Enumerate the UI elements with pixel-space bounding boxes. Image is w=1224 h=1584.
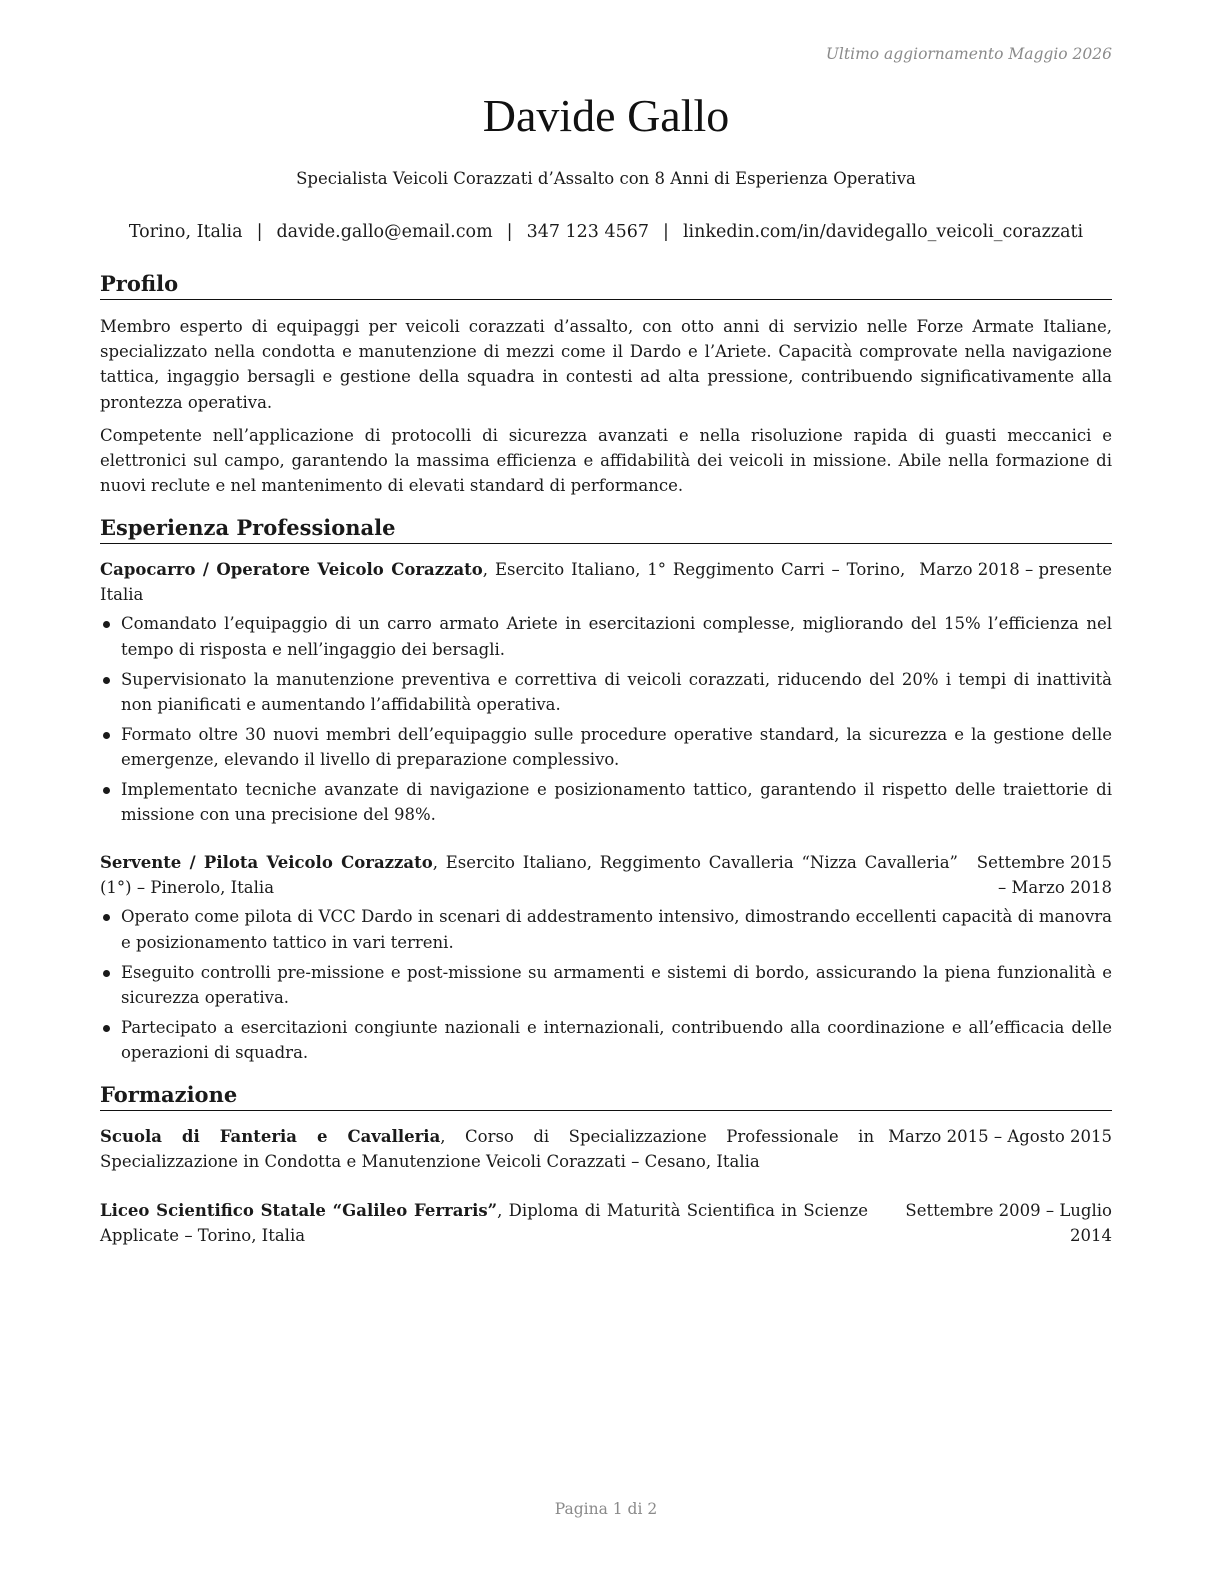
bullet-text: Partecipato a esercitazioni congiunte nazionali e internazionali, contribuendo alla coordinazione e all’efficacia delle operazioni di squadra.	[121, 1017, 1112, 1063]
section-title-education: Formazione	[100, 1081, 1112, 1111]
education-detail: , Diploma di Maturità Scientifica in Scienze Applicate – Torino, Italia	[100, 1201, 869, 1246]
contact-separator: |	[663, 222, 669, 242]
bullet-icon	[103, 732, 110, 739]
education-school: Liceo Scientifico Statale “Galileo Ferraris”	[100, 1201, 498, 1220]
list-item	[100, 611, 1112, 661]
job-entry	[100, 557, 1112, 832]
job-header	[100, 557, 1112, 607]
contact-line	[100, 219, 1112, 245]
list-item	[100, 722, 1112, 772]
bullet-icon	[103, 914, 110, 921]
section-title-profile: Profilo	[100, 270, 1112, 300]
bullet-text: Operato come pilota di VCC Dardo in scenari di addestramento intensivo, dimostrando eccellenti capacità di manovra e posizionamento tattico in vari terreni.	[121, 907, 1112, 952]
education-entry	[100, 1124, 1112, 1174]
resume-page	[100, 0, 1112, 1584]
job-organization: , Esercito Italiano, 1° Reggimento Carri – Torino, Italia	[100, 560, 906, 605]
bullet-icon	[103, 970, 110, 977]
bullet-text: Implementato tecniche avanzate di navigazione e posizionamento tattico, garantendo il rispetto delle traiettorie di missione con una precisione del 98%.	[121, 780, 1112, 825]
contact-separator: |	[256, 222, 263, 242]
bullet-icon	[103, 1025, 110, 1032]
bullet-text: Eseguito controlli pre-missione e post-missione su armamenti e sistemi di bordo, assicurando la piena funzionalità e sicurezza operativa.	[121, 962, 1112, 1007]
bullet-text: Formato oltre 30 nuovi membri dell’equipaggio sulle procedure operative standard, la sicurezza e la gestione delle emergenze, elevando il livello di preparazione complessivo.	[121, 724, 1112, 770]
bullet-icon	[103, 787, 110, 794]
list-item	[100, 777, 1112, 827]
last-updated-note: Ultimo aggiornamento Maggio 2026	[825, 45, 1112, 63]
job-entry	[100, 850, 1112, 1070]
education-header	[100, 1198, 1112, 1248]
education-header	[100, 1124, 1112, 1174]
list-item	[100, 904, 1112, 954]
page-number: Pagina 1 di 2	[554, 1500, 658, 1518]
education-dates: Settembre 2009 – Luglio 2014	[905, 1201, 1112, 1246]
bullet-icon	[103, 677, 110, 684]
list-item	[100, 667, 1112, 717]
contact-phone: 347 123 4567	[526, 222, 650, 242]
contact-separator: |	[506, 222, 513, 242]
job-header	[100, 850, 1112, 900]
education-detail: , Corso di Specializzazione Professionale in Specializzazione in Condotta e Manutenzione Veicoli Corazzati – Cesano, Italia	[100, 1127, 875, 1172]
candidate-name: Davide Gallo	[482, 90, 730, 141]
profile-paragraph: Membro esperto di equipaggi per veicoli corazzati d’assalto, con otto anni di servizio nelle Forze Armate Italiane, specializzato nella condotta e manutenzione di mezzi come il Dardo e l’Ariete. Capacità comprovate nella navigazione tattica, ingaggio bersagli e gestione della squadra in contesti ad alta pressione, contribuendo significativamente alla prontezza operativa.	[100, 317, 1112, 412]
job-bullets	[100, 611, 1112, 827]
education-school: Scuola di Fanteria e Cavalleria	[100, 1127, 441, 1146]
job-role: Servente / Pilota Veicolo Corazzato	[100, 853, 433, 872]
list-item	[100, 1015, 1112, 1065]
bullet-text: Comandato l’equipaggio di un carro armato Ariete in esercitazioni complesse, migliorando del 15% l’efficienza nel tempo di risposta e nell’ingaggio dei bersagli.	[121, 614, 1112, 659]
bullet-text: Supervisionato la manutenzione preventiva e correttiva di veicoli corazzati, riducendo del 20% i tempi di inattività non pianificati e aumentando l’affidabilità operativa.	[121, 669, 1112, 714]
contact-linkedin[interactable]: linkedin.com/in/davidegallo_veicoli_corazzati	[682, 222, 1084, 242]
section-title-experience: Esperienza Professionale	[100, 514, 1112, 544]
profile-paragraph: Competente nell’applicazione di protocolli di sicurezza avanzati e nella risoluzione rapida di guasti meccanici e elettronici sul campo, garantendo la massima efficienza e affidabilità dei veicoli in missione. Abile nella formazione di nuovi reclute e nel mantenimento di elevati standard di performance.	[100, 426, 1112, 496]
education-entry	[100, 1198, 1112, 1248]
job-dates: Marzo 2018 – presente	[919, 560, 1112, 579]
job-bullets	[100, 904, 1112, 1065]
contact-email[interactable]: davide.gallo@email.com	[276, 222, 493, 242]
bullet-icon	[103, 621, 110, 628]
job-dates: Settembre 2015 – Marzo 2018	[976, 853, 1112, 898]
job-role: Capocarro / Operatore Veicolo Corazzato	[100, 560, 483, 579]
list-item	[100, 960, 1112, 1010]
education-dates: Marzo 2015 – Agosto 2015	[888, 1127, 1112, 1146]
contact-location: Torino, Italia	[128, 222, 243, 242]
candidate-headline: Specialista Veicoli Corazzati d’Assalto con 8 Anni di Esperienza Operativa	[296, 169, 916, 188]
job-organization: , Esercito Italiano, Reggimento Cavalleria “Nizza Cavalleria” (1°) – Pinerolo, Italia	[100, 853, 958, 898]
